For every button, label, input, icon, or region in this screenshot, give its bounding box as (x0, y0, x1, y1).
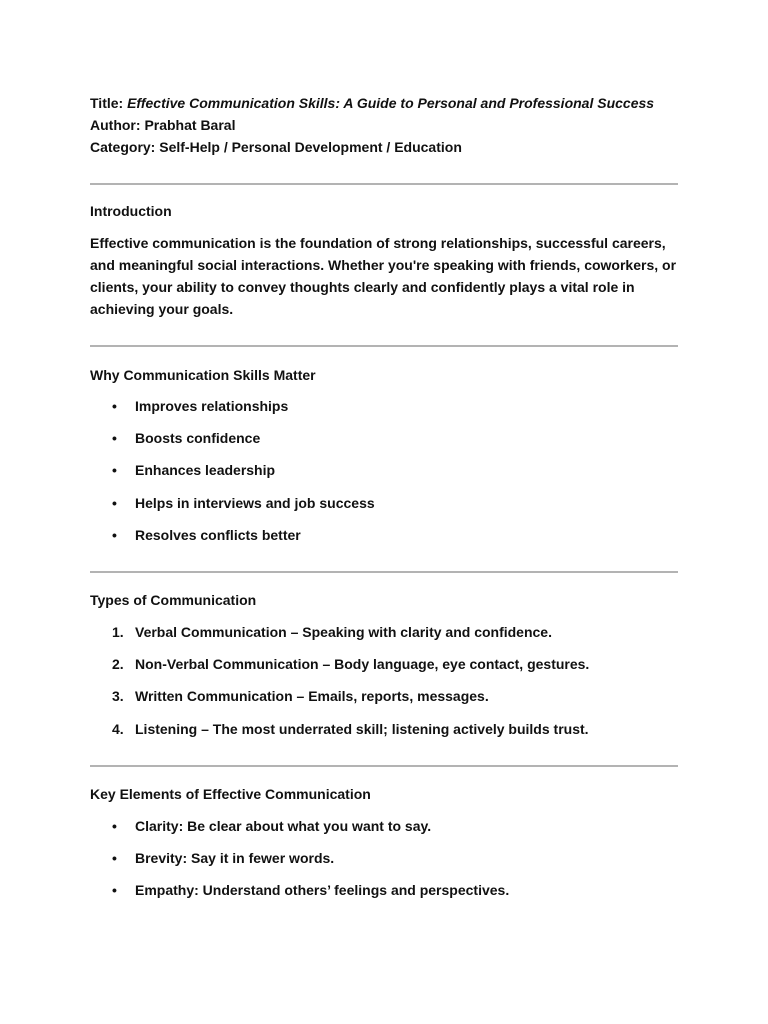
list-item-text: Verbal Communication – Speaking with clarity and confidence. (135, 624, 552, 640)
list-item-text: Empathy: Understand others’ feelings and perspectives. (135, 882, 510, 898)
bullet-icon: • (112, 818, 117, 834)
category-line (90, 138, 462, 156)
bullet-icon: • (112, 398, 117, 414)
types-heading: Types of Communication (90, 592, 257, 608)
bullet-icon: • (112, 462, 117, 478)
list-item-text: Listening – The most underrated skill; listening actively builds trust. (135, 721, 589, 737)
bullet-icon: • (112, 882, 117, 898)
list-number: 2. (112, 656, 124, 672)
author-name: Prabhat Baral (144, 117, 236, 133)
list-item-text: Boosts confidence (135, 430, 261, 446)
introduction-heading: Introduction (90, 203, 172, 219)
category-label: Category: (90, 139, 156, 155)
list-number: 4. (112, 721, 124, 737)
author-line (90, 116, 235, 134)
bullet-icon: • (112, 850, 117, 866)
document-title: Effective Communication Skills: A Guide to Personal and Professional Success (127, 95, 655, 111)
title-label: Title: (90, 95, 124, 111)
key-elements-heading: Key Elements of Effective Communication (90, 786, 371, 802)
list-item-text: Helps in interviews and job success (135, 495, 375, 511)
section-divider (90, 183, 678, 185)
category-value: Self-Help / Personal Development / Education (159, 139, 462, 155)
list-item-text: Clarity: Be clear about what you want to say. (135, 818, 432, 834)
list-item-text: Improves relationships (135, 398, 289, 414)
list-item-text: Non-Verbal Communication – Body language, eye contact, gestures. (135, 656, 590, 672)
list-item-text: Resolves conflicts better (135, 527, 301, 543)
list-item-text: Brevity: Say it in fewer words. (135, 850, 335, 866)
why-matter-heading: Why Communication Skills Matter (90, 367, 316, 383)
bullet-icon: • (112, 430, 117, 446)
title-line (90, 94, 654, 112)
section-divider (90, 571, 678, 573)
author-label: Author: (90, 117, 141, 133)
bullet-icon: • (112, 527, 117, 543)
list-number: 3. (112, 688, 124, 704)
list-item-text: Enhances leadership (135, 462, 276, 478)
list-item-text: Written Communication – Emails, reports, messages. (135, 688, 489, 704)
introduction-paragraph: Effective communication is the foundation of strong relationships, successful careers, and meaningful social interactions. Whether you're speaking with friends, coworkers, or clients, your ability to convey thoughts clearly and confidently plays a vital role in achieving your goals. (90, 235, 677, 317)
bullet-icon: • (112, 495, 117, 511)
section-divider (90, 765, 678, 767)
list-number: 1. (112, 624, 124, 640)
section-divider (90, 345, 678, 347)
